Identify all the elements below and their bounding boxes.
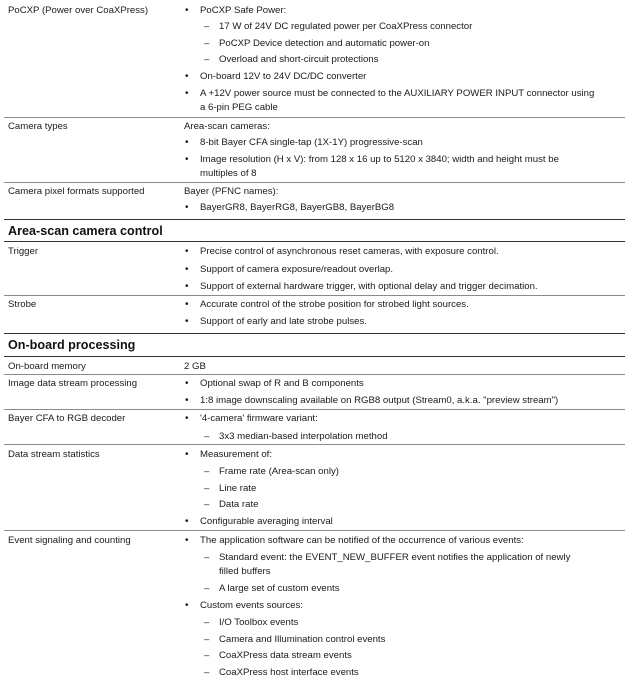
sub-bullet-text: Data rate [219,499,259,510]
section-rule [4,356,625,357]
spec-label-bayer-decoder: Bayer CFA to RGB decoder [8,413,126,424]
sub-bullet-text: Camera and Illumination control events [219,634,386,645]
sub-bullet-text: Standard event: the EVENT_NEW_BUFFER event notifies the application of newly [219,552,571,563]
bullet-text: PoCXP Safe Power: [200,5,287,16]
sub-bullet-text: Frame rate (Area-scan only) [219,466,339,477]
row-separator [4,530,625,531]
bullet-text: '4-camera' firmware variant: [200,413,318,424]
section-rule [4,241,625,242]
row-separator [4,374,625,375]
bullet-continuation: a 6-pin PEG cable [200,102,278,113]
spec-label-pocxp: PoCXP (Power over CoaXPress) [8,5,149,16]
sub-bullet-text: PoCXP Device detection and automatic power-on [219,38,430,49]
section-rule [4,219,625,220]
bullet-text: BayerGR8, BayerRG8, BayerGB8, BayerBG8 [200,202,395,213]
section-heading-processing: On-board processing [8,338,136,352]
bullet-continuation: multiples of 8 [200,168,257,179]
bullet-text: 8-bit Bayer CFA single-tap (1X-1Y) progressive-scan [200,137,423,148]
bullet-text: Precise control of asynchronous reset cameras, with exposure control. [200,246,499,257]
bullet-text: Support of camera exposure/readout overlap. [200,264,394,275]
bullet-text: A +12V power source must be connected to the AUXILIARY POWER INPUT connector using [200,88,595,99]
spec-label-stream-processing: Image data stream processing [8,378,138,389]
section-rule [4,333,625,334]
sub-bullet-text: 3x3 median-based interpolation method [219,431,388,442]
spec-intro: Area-scan cameras: [184,121,270,132]
bullet-text: On-board 12V to 24V DC/DC converter [200,71,367,82]
row-separator [4,444,625,445]
sub-bullet-text: A large set of custom events [219,583,340,594]
spec-label-events: Event signaling and counting [8,535,131,546]
row-separator [4,182,625,183]
spec-label-camera-types: Camera types [8,121,68,132]
spec-value-memory: 2 GB [184,361,206,372]
spec-label-strobe: Strobe [8,299,37,310]
sub-bullet-continuation: filled buffers [219,566,271,577]
spec-label-trigger: Trigger [8,246,39,257]
bullet-text: Support of external hardware trigger, with optional delay and trigger decimation. [200,281,538,292]
bullet-text: Custom events sources: [200,600,303,611]
row-separator [4,409,625,410]
bullet-text: 1:8 image downscaling available on RGB8 output (Stream0, a.k.a. "preview stream") [200,395,559,406]
bullet-text: Configurable averaging interval [200,516,333,527]
row-separator [4,117,625,118]
bullet-text: Image resolution (H x V): from 128 x 16 up to 5120 x 3840; width and height must be [200,154,559,165]
spec-label-stream-stats: Data stream statistics [8,449,100,460]
sub-bullet-text: 17 W of 24V DC regulated power per CoaXPress connector [219,21,473,32]
bullet-text: Accurate control of the strobe position for strobed light sources. [200,299,469,310]
sub-bullet-text: Line rate [219,483,257,494]
bullet-text: Support of early and late strobe pulses. [200,316,367,327]
spec-intro: Bayer (PFNC names): [184,186,279,197]
bullet-text: Measurement of: [200,449,272,460]
row-separator [4,295,625,296]
section-heading-camera-control: Area-scan camera control [8,224,163,238]
spec-label-pixel-formats: Camera pixel formats supported [8,186,145,197]
sub-bullet-text: CoaXPress host interface events [219,667,359,678]
sub-bullet-text: Overload and short-circuit protections [219,54,379,65]
sub-bullet-text: CoaXPress data stream events [219,650,352,661]
spec-label-memory: On-board memory [8,361,86,372]
sub-bullet-text: I/O Toolbox events [219,617,299,628]
bullet-text: The application software can be notified of the occurrence of various events: [200,535,524,546]
bullet-text: Optional swap of R and B components [200,378,364,389]
